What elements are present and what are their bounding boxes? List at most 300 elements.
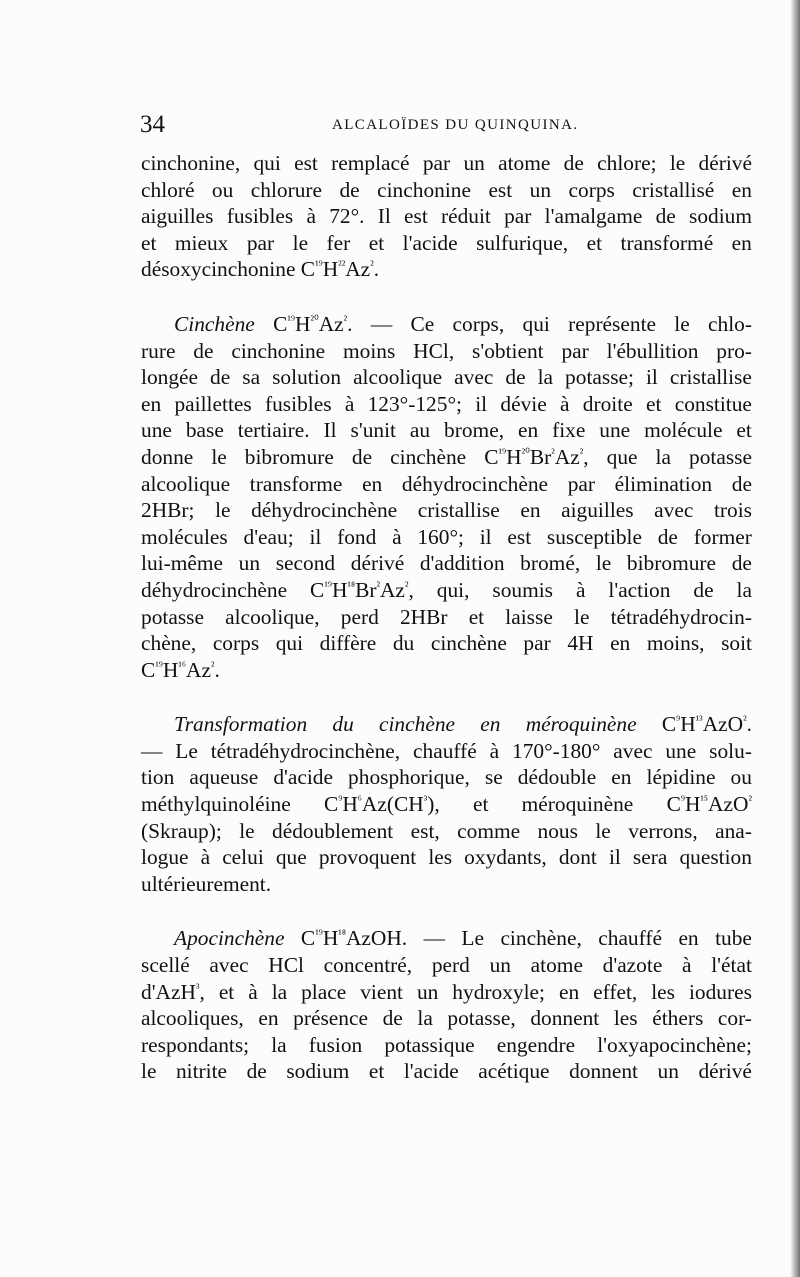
word: fusibles	[264, 391, 332, 416]
word: le	[141, 1059, 157, 1084]
word: élimination	[614, 471, 713, 496]
word: concentré,	[323, 953, 413, 978]
word: il	[475, 391, 488, 416]
word: moins	[343, 338, 396, 363]
italic-word: en	[480, 712, 501, 737]
word: de	[382, 1006, 403, 1031]
text-line	[141, 844, 752, 871]
text-line	[141, 952, 752, 979]
word: respondants;	[141, 1032, 250, 1057]
text-line	[141, 818, 752, 845]
running-title: ALCALOÏDES DU QUINQUINA.	[332, 117, 579, 133]
italic-word: cinchène	[379, 712, 456, 737]
word: ou	[211, 177, 234, 202]
word: cinchonine	[231, 338, 326, 363]
word: transformé	[620, 230, 714, 255]
word: la	[271, 979, 288, 1004]
word: Il	[377, 204, 391, 229]
word: comme	[457, 818, 521, 843]
word: désoxycinchonine	[141, 257, 301, 282]
word: perd	[431, 953, 470, 978]
paragraph-apocinchene	[141, 925, 752, 1085]
word: molécule	[644, 418, 723, 443]
word: —	[370, 311, 393, 336]
word: tion	[141, 765, 175, 790]
word: HCl,	[413, 338, 455, 363]
word: cristallisé	[632, 177, 715, 202]
word: une	[141, 418, 172, 443]
word: éthers	[652, 1006, 704, 1031]
word: en	[611, 765, 632, 790]
word: de	[731, 471, 752, 496]
text-line	[141, 630, 752, 657]
word: de	[210, 365, 231, 390]
word: présence	[293, 1006, 368, 1031]
word: à	[248, 979, 258, 1004]
word: d'acide	[273, 765, 333, 790]
word: qui	[522, 311, 550, 336]
text-line	[141, 550, 752, 577]
word: du	[392, 631, 415, 656]
word: phosphorique,	[348, 765, 470, 790]
text-line	[141, 311, 752, 338]
word: un	[463, 151, 485, 175]
word: il	[608, 845, 621, 870]
word: alcoolique	[353, 365, 443, 390]
word: aqueuse	[189, 765, 259, 790]
word: ana-	[715, 818, 752, 843]
word: 4H	[567, 631, 594, 656]
word: paillettes	[174, 391, 252, 416]
italic-word: Transformation	[174, 712, 308, 737]
word: atome	[530, 953, 583, 978]
word: tétradéhydrocin-	[610, 604, 752, 629]
word: s'obtient	[472, 338, 544, 363]
word: scellé	[141, 953, 190, 978]
word: cor-	[717, 1006, 752, 1031]
word: d'azote	[602, 953, 663, 978]
word: à	[306, 204, 316, 229]
text-line	[141, 1058, 752, 1085]
word: dévie	[500, 391, 547, 416]
word: par	[246, 230, 275, 255]
word: bromé,	[520, 551, 581, 576]
word: bibromure	[626, 551, 717, 576]
word: $C^{^9}H^{^{13}}AzO^{^2}$.	[661, 712, 752, 737]
word: chauffé	[598, 926, 662, 951]
word: 123°-125°;	[367, 391, 462, 416]
word: potassique	[384, 1032, 475, 1057]
word: tétradéhydrocinchène,	[210, 738, 401, 763]
word: chauffé	[413, 738, 477, 763]
word: et	[645, 391, 662, 416]
word: un	[529, 177, 552, 202]
word: alcoolique	[141, 471, 231, 496]
word: de	[731, 551, 752, 576]
word: est	[507, 524, 532, 549]
word: et	[586, 230, 603, 255]
word: Ce	[410, 311, 435, 336]
word: la	[271, 1032, 287, 1057]
word: par	[422, 151, 451, 175]
word: trois	[713, 498, 752, 523]
word: et	[141, 230, 157, 255]
word: fusibles	[226, 204, 294, 229]
word: logue	[141, 845, 189, 870]
word: bibromure	[244, 444, 334, 469]
word: vient	[360, 979, 403, 1004]
word: effet,	[593, 979, 638, 1004]
word: par	[567, 471, 596, 496]
word: en	[678, 926, 699, 951]
word: de	[351, 444, 373, 469]
word: ultérieurement.	[141, 871, 272, 896]
word: le	[292, 230, 309, 255]
word: qui	[253, 151, 281, 175]
text-line	[141, 604, 752, 631]
word: potasse	[689, 444, 752, 469]
word: dérivé	[698, 151, 752, 175]
word: former	[693, 524, 752, 549]
word: donnent	[530, 1006, 600, 1031]
text-line	[141, 524, 752, 551]
word: de	[693, 577, 714, 602]
word: d'eau;	[243, 524, 294, 549]
text-line	[141, 391, 752, 418]
word: en	[141, 391, 162, 416]
paragraph-cinchene	[141, 311, 752, 683]
word: et	[736, 418, 752, 443]
word: de	[657, 524, 678, 549]
text-line	[141, 657, 752, 684]
word: l'oxyapocinchène;	[597, 1032, 752, 1057]
word: à	[560, 391, 570, 416]
text-line	[141, 979, 752, 1006]
text-line	[141, 230, 752, 257]
word: $C^{^{19}}H^{^{20}}Br^{^2}Az^{^2}$,	[484, 444, 589, 469]
text-line	[141, 1032, 752, 1059]
text-line	[141, 738, 752, 765]
word: soumis	[492, 577, 554, 602]
word: sodium	[689, 204, 752, 229]
word: longée	[141, 365, 199, 390]
word: une	[599, 418, 631, 443]
word: méthylquinoléine	[141, 792, 291, 817]
italic-word: méroquinène	[525, 712, 637, 737]
word: soit	[721, 631, 752, 656]
text-line	[141, 338, 752, 365]
word: le	[574, 604, 590, 629]
word: (Skraup);	[141, 818, 222, 843]
body-text	[141, 150, 752, 1085]
text-line	[141, 256, 752, 283]
word: celui	[222, 845, 264, 870]
word: il	[309, 524, 322, 549]
word: chlo-	[708, 311, 752, 336]
text-line	[141, 444, 752, 471]
word: les	[428, 845, 453, 870]
word: chène,	[141, 631, 197, 656]
word: brome,	[444, 418, 505, 443]
word: l'amalgame	[544, 204, 643, 229]
word: potasse;	[565, 365, 634, 390]
word: lui-même	[141, 551, 223, 576]
word: 2HBr	[399, 604, 448, 629]
word: le	[215, 498, 231, 523]
word: mieux	[174, 230, 229, 255]
word: la	[655, 444, 671, 469]
word: chloré	[141, 177, 195, 202]
word: par	[561, 338, 589, 363]
word: en	[558, 979, 580, 1004]
word: $C^{^{19}}H^{^{20}}Az^{^2}$.	[273, 311, 353, 336]
word: solu-	[709, 738, 752, 763]
word: par	[523, 631, 551, 656]
word: à	[392, 524, 402, 549]
word: solution	[272, 365, 342, 390]
word: à	[682, 953, 692, 978]
word: une	[665, 738, 697, 763]
word: provoquent	[318, 845, 417, 870]
text-line	[141, 711, 752, 738]
word: un	[238, 551, 261, 576]
word: rure	[141, 338, 176, 363]
word: de	[563, 151, 584, 175]
word: à	[344, 391, 355, 416]
text-line	[141, 150, 752, 177]
word: avec	[209, 953, 249, 978]
word: potasse	[141, 604, 204, 629]
word: droite	[582, 391, 633, 416]
word: oxydants,	[464, 845, 547, 870]
word: hydroxyle;	[452, 979, 545, 1004]
text-line	[141, 577, 752, 604]
word: avec	[613, 738, 653, 763]
word: cinchonine	[377, 177, 471, 202]
word: remplacé	[331, 151, 410, 175]
italic-word: Cinchène	[174, 311, 255, 336]
word: fer	[326, 230, 351, 255]
word: est	[404, 204, 428, 229]
word: constitue	[674, 391, 752, 416]
word: dont	[558, 845, 597, 870]
word: tube	[715, 926, 752, 951]
text-line	[141, 203, 752, 230]
italic-word: Apocinchène	[174, 926, 285, 951]
word: se	[484, 765, 503, 790]
word: 170°-180°	[512, 738, 601, 763]
word: susceptible	[546, 524, 642, 549]
word: un	[657, 1059, 679, 1084]
word: sera	[632, 845, 668, 870]
paragraph-1	[141, 150, 752, 283]
text-line	[141, 497, 752, 524]
word: le	[674, 311, 690, 336]
word: aiguilles	[561, 498, 634, 523]
word: à	[575, 577, 586, 602]
word: place	[301, 979, 347, 1004]
word: corps	[212, 631, 260, 656]
page-number: 34	[140, 111, 165, 138]
word: que	[275, 845, 307, 870]
word: —	[141, 738, 163, 763]
word: d'addition	[419, 551, 505, 576]
word: avec	[654, 498, 694, 523]
word: en	[517, 418, 539, 443]
word: donne	[141, 444, 194, 469]
word: sodium	[286, 1059, 350, 1084]
word: moins,	[646, 631, 705, 656]
word: corps	[568, 177, 615, 202]
word: l'état	[711, 953, 752, 978]
word: de	[246, 1059, 267, 1084]
word: cinchène	[430, 631, 507, 656]
word: qui,	[436, 577, 470, 602]
word: question	[679, 845, 752, 870]
word: 2HBr;	[141, 498, 195, 523]
word: il	[479, 524, 492, 549]
text-line	[141, 417, 752, 444]
word: diffère	[319, 631, 377, 656]
word: déhydrocinchène	[141, 577, 288, 602]
word: et	[368, 1059, 385, 1084]
word: second	[275, 551, 336, 576]
word: HCl	[268, 953, 304, 978]
word: Le	[461, 926, 484, 951]
word: est	[488, 177, 513, 202]
word: ou	[730, 765, 752, 790]
word: acétique	[478, 1059, 550, 1084]
word: —	[423, 926, 445, 951]
word: potasse,	[447, 1006, 516, 1031]
word: le	[669, 151, 686, 175]
word: alcooliques,	[141, 1006, 244, 1031]
word: d'AzH$^{^3}$,	[141, 979, 205, 1004]
word: en	[362, 471, 383, 496]
word: à	[489, 738, 500, 763]
word: par	[504, 204, 532, 229]
word: est,	[410, 818, 440, 843]
word: atome	[498, 151, 551, 175]
word: base	[185, 418, 224, 443]
word: transforme	[249, 471, 343, 496]
word: en	[520, 498, 541, 523]
word: et	[368, 230, 385, 255]
word: lépidine	[646, 765, 716, 790]
word: en	[731, 230, 752, 255]
word: le	[239, 818, 255, 843]
word: un	[416, 979, 439, 1004]
word: à	[200, 845, 211, 870]
word: cristallise	[417, 498, 500, 523]
word: de	[193, 338, 214, 363]
word: un	[489, 953, 511, 978]
word: l'acide	[402, 230, 458, 255]
word: cinchène,	[500, 926, 582, 951]
word: pro-	[716, 338, 752, 363]
word: avec	[454, 365, 494, 390]
word: donnent	[569, 1059, 638, 1084]
word: la	[736, 577, 752, 602]
word: en	[731, 177, 752, 202]
word: déhydrocinchène	[401, 471, 549, 496]
word: que	[606, 444, 638, 469]
word: de	[339, 177, 360, 202]
word: laisse	[505, 604, 553, 629]
word: déhydrocinchène	[251, 498, 398, 523]
word: de	[655, 204, 676, 229]
text-line	[141, 791, 752, 818]
word: chlore;	[597, 151, 657, 175]
word: sulfurique,	[476, 230, 569, 255]
word: perd	[340, 604, 379, 629]
word: et	[468, 604, 485, 629]
word: de	[505, 365, 526, 390]
word: dédouble	[517, 765, 597, 790]
word: l'acide	[403, 1059, 459, 1084]
paragraph-transformation	[141, 711, 752, 897]
word: et	[472, 792, 489, 817]
word: nous	[537, 818, 578, 843]
word: fixe	[552, 418, 586, 443]
word: $C^{^{19}}H^{^{18}}AzOH$.	[300, 926, 408, 951]
word: molécules	[141, 524, 228, 549]
page-header	[140, 110, 752, 140]
word: cristallise	[669, 365, 752, 390]
word: le	[211, 444, 227, 469]
word: l'ébullition	[606, 338, 699, 363]
italic-word: du	[332, 712, 354, 737]
word: $C^{^9}H^{^6}Az(CH^{^3})$,	[323, 792, 440, 817]
word: sa	[242, 365, 261, 390]
word: alcoolique,	[225, 604, 320, 629]
word: le	[595, 818, 611, 843]
word: chlorure	[250, 177, 323, 202]
word: cinchonine,	[141, 151, 241, 175]
word: les	[651, 979, 675, 1004]
word: $C^{^9}H^{^{15}}AzO^{^2}$	[666, 792, 752, 817]
word: $C^{^{19}}H^{^{22}}Az^{^2}$.	[300, 257, 380, 282]
word: dérivé	[698, 1059, 752, 1084]
word: $C^{^{19}}H^{^{16}}Az^{^2}$.	[141, 657, 220, 682]
word: le	[595, 551, 612, 576]
text-line	[141, 871, 752, 898]
word: réduit	[440, 204, 491, 229]
page-edge-shadow	[790, 0, 800, 1277]
word: corps,	[452, 311, 505, 336]
word: au	[409, 418, 431, 443]
word: méroquinène	[521, 792, 634, 817]
word: verrons,	[628, 818, 698, 843]
word: en	[610, 631, 631, 656]
word: Le	[175, 738, 198, 763]
word: dédoublement	[272, 818, 394, 843]
text-line	[141, 177, 752, 204]
text-line	[141, 925, 752, 952]
word: Il	[323, 418, 337, 443]
word: engendre	[496, 1032, 576, 1057]
word: s'unit	[350, 418, 396, 443]
text-line	[141, 364, 752, 391]
word: 72°.	[329, 204, 365, 229]
word: fusion	[308, 1032, 363, 1057]
word: il	[645, 365, 658, 390]
word: tertiaire.	[237, 418, 310, 443]
word: $C^{^{19}}H^{^{18}}Br^{^2}Az^{^2}$,	[310, 577, 414, 602]
word: iodures	[688, 979, 752, 1004]
text-line	[141, 1005, 752, 1032]
word: et	[218, 979, 235, 1004]
